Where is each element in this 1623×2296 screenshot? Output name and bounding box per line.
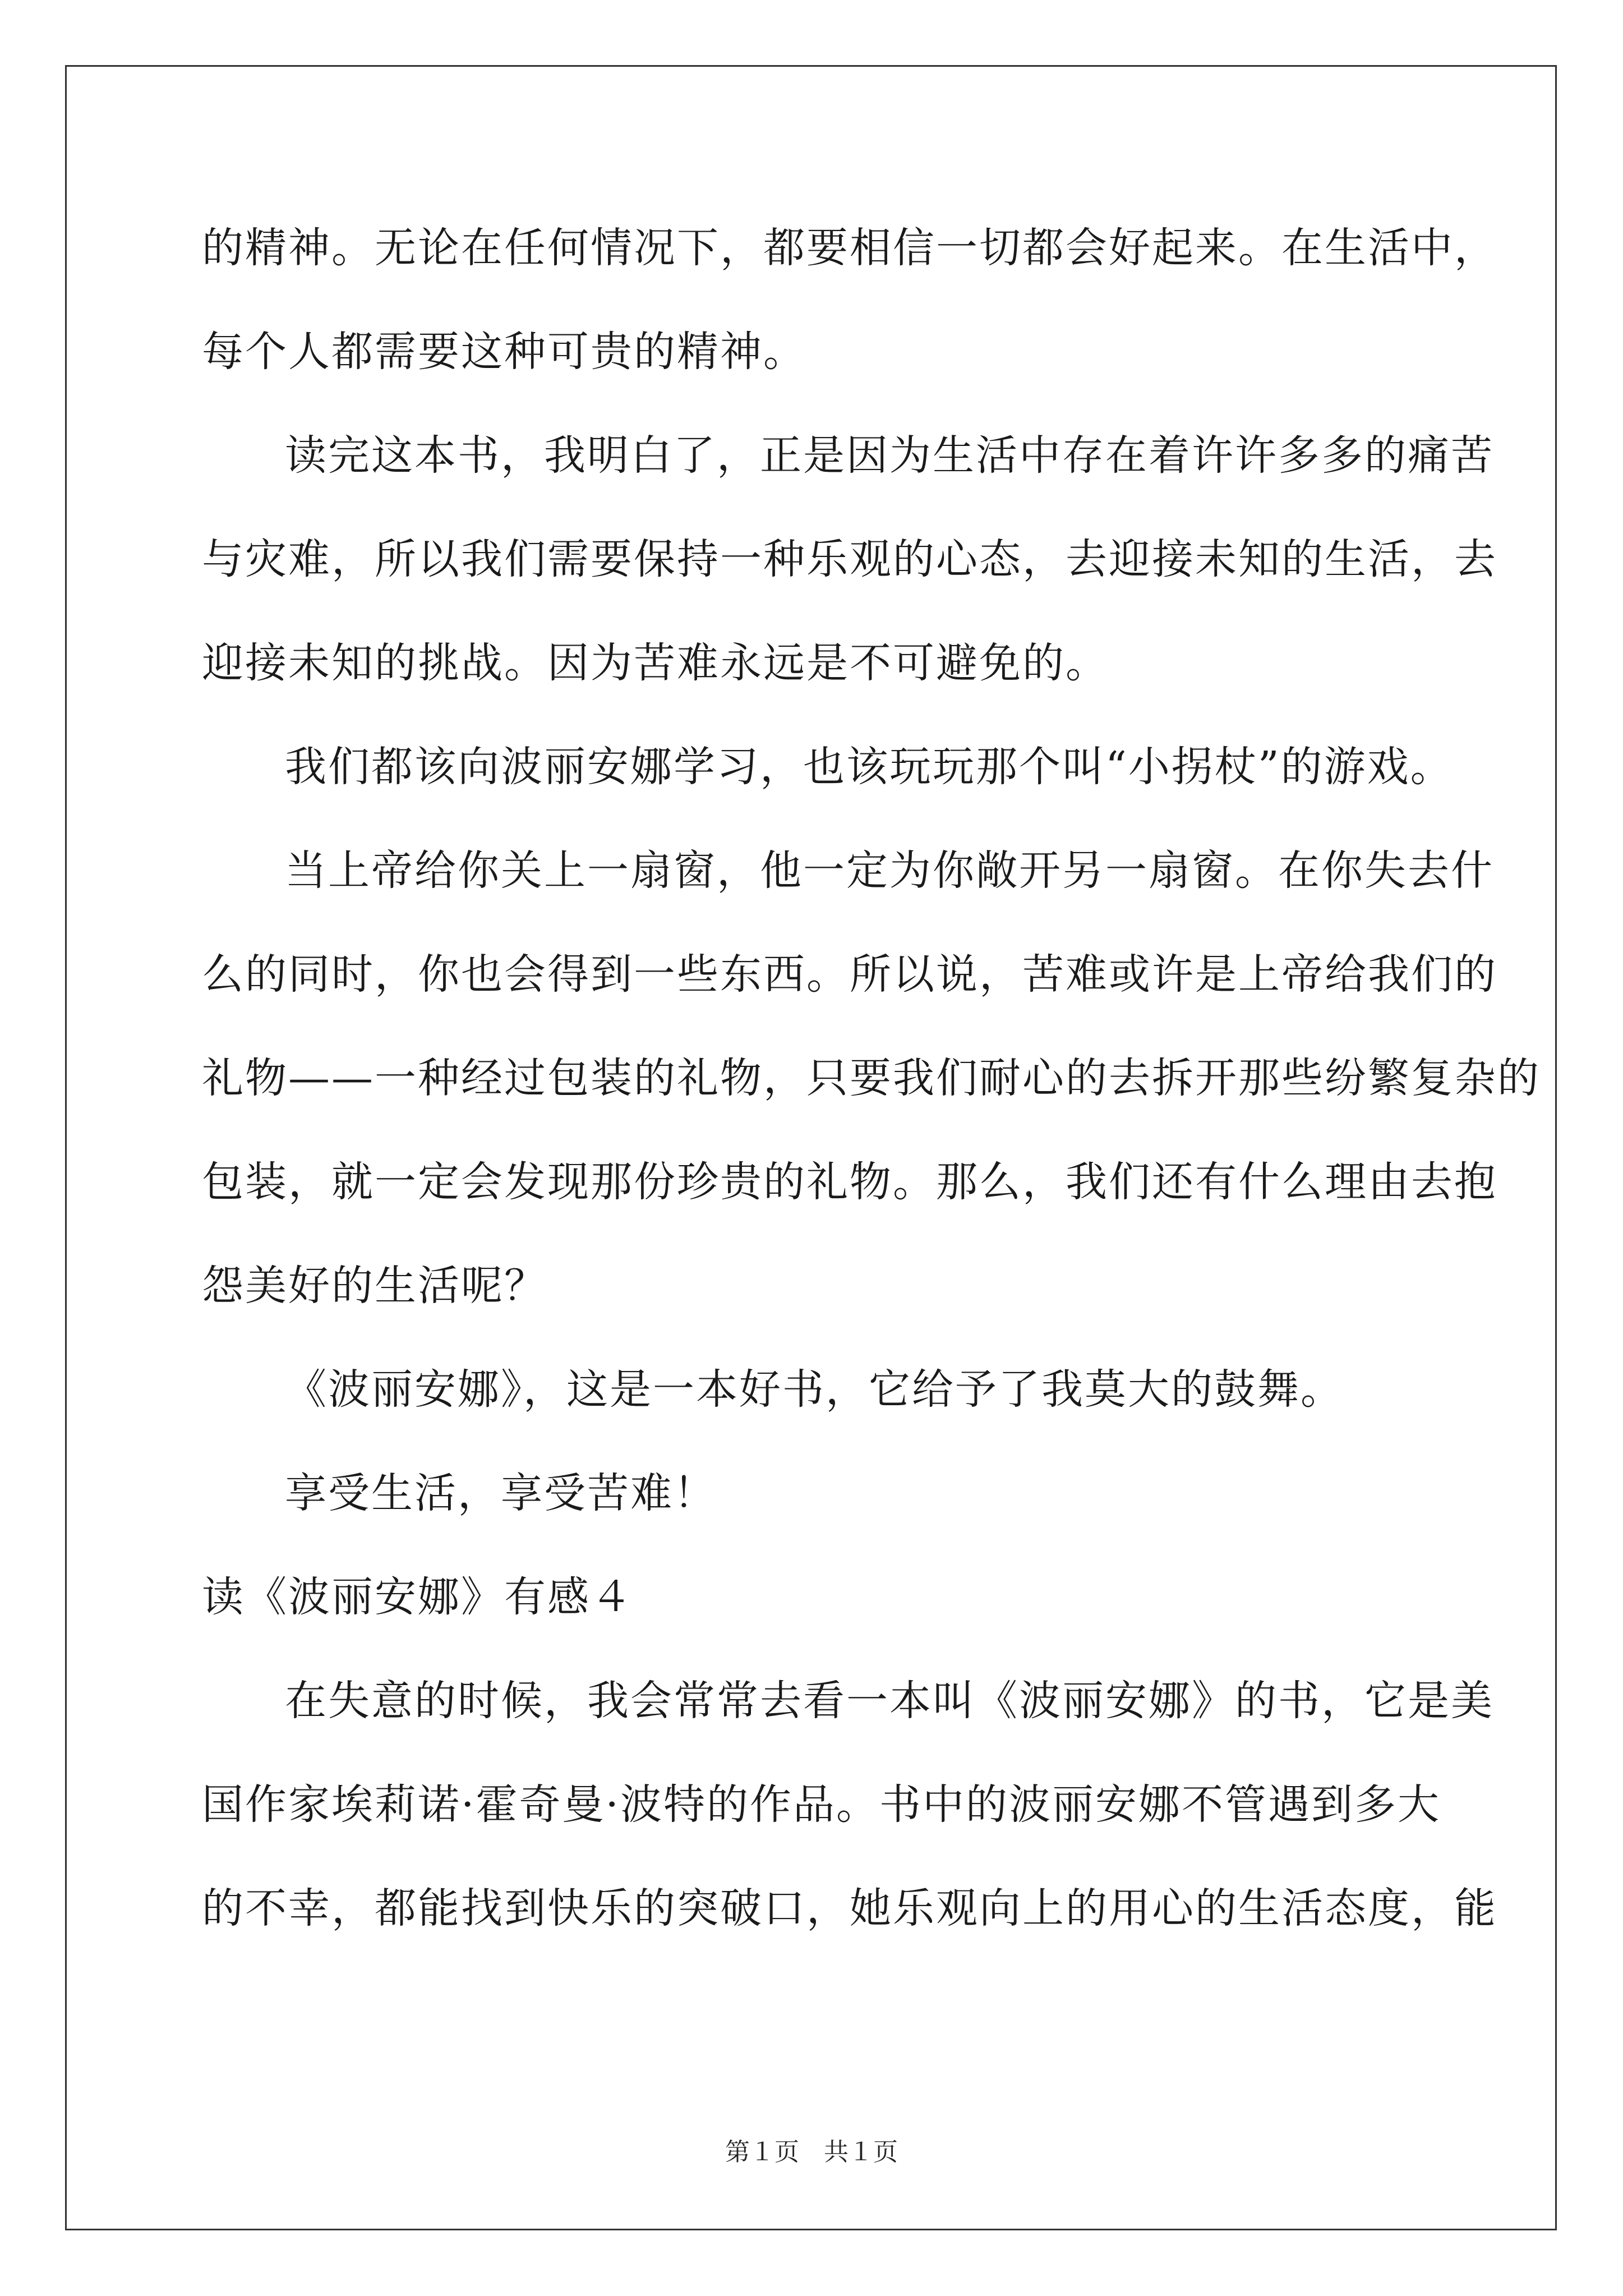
paragraph-start: 我们都该向波丽安娜学习，也该玩玩那个叫“小拐杖”的游戏。 — [285, 743, 1454, 791]
text-line: 的不幸，都能找到快乐的突破口，她乐观向上的用心的生活态度，能 — [202, 1884, 1497, 1932]
paragraph-start: 在失意的时候，我会常常去看一本叫《波丽安娜》的书，它是美 — [285, 1677, 1494, 1725]
text-line: 礼物——一种经过包装的礼物，只要我们耐心的去拆开那些纷繁复杂的 — [202, 1054, 1541, 1102]
paragraph-start: 享受生活，享受苦难！ — [285, 1469, 717, 1517]
text-line: 国作家埃莉诺·霍奇曼·波特的作品。书中的波丽安娜不管遇到多大 — [202, 1780, 1441, 1829]
text-line: 每个人都需要这种可贵的精神。 — [202, 328, 806, 376]
text-line: 么的同时，你也会得到一些东西。所以说，苦难或许是上帝给我们的 — [202, 950, 1497, 999]
section-heading: 读《波丽安娜》有感４ — [202, 1573, 634, 1621]
document-body — [202, 196, 1541, 1961]
page-number-footer: 第１页 共１页 — [725, 2138, 898, 2166]
paragraph-start: 当上帝给你关上一扇窗，他一定为你敞开另一扇窗。在你失去什 — [285, 846, 1494, 895]
paragraph-start: 读完这本书，我明白了，正是因为生活中存在着许许多多的痛苦 — [285, 431, 1494, 480]
text-line: 与灾难，所以我们需要保持一种乐观的心态，去迎接未知的生活，去 — [202, 535, 1497, 583]
text-line: 的精神。无论在任何情况下，都要相信一切都会好起来。在生活中， — [202, 224, 1497, 272]
paragraph-start: 《波丽安娜》，这是一本好书，它给予了我莫大的鼓舞。 — [285, 1365, 1344, 1414]
text-line: 怨美好的生活呢？ — [202, 1262, 547, 1310]
text-line: 包装，就一定会发现那份珍贵的礼物。那么，我们还有什么理由去抱 — [202, 1158, 1497, 1206]
text-line: 迎接未知的挑战。因为苦难永远是不可避免的。 — [202, 639, 1109, 687]
